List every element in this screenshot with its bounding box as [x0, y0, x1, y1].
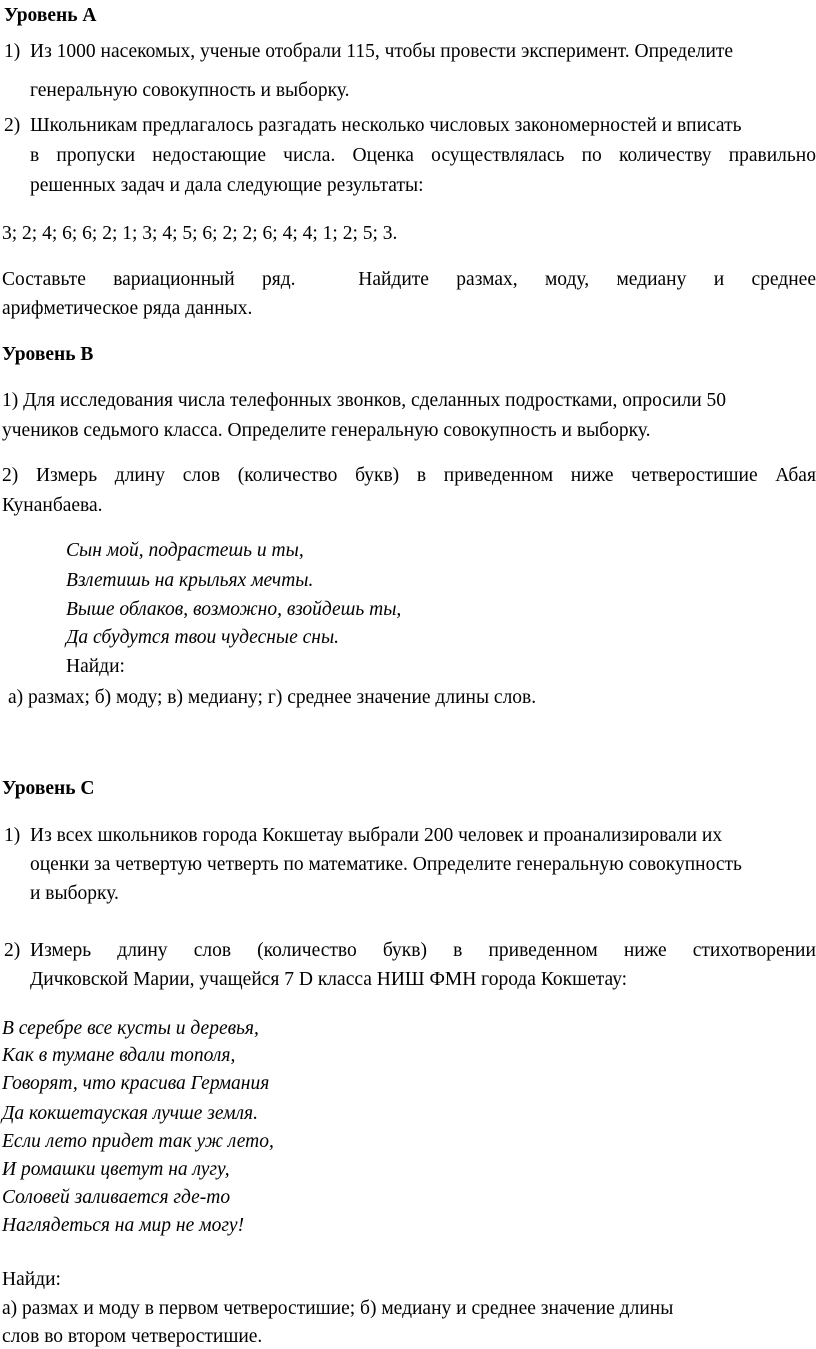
- word: правильно: [728, 145, 816, 166]
- word: ряд.: [262, 269, 296, 290]
- word: стихотворении: [692, 940, 816, 961]
- word: (количество: [237, 465, 338, 486]
- level-c-q1-number: 1): [4, 825, 21, 846]
- word: вариационный: [113, 269, 235, 290]
- level-b-q1-line1: 1) Для исследования числа телефонных звонков, сделанных подростками, опросили 50: [2, 390, 727, 411]
- level-b-q1-line2: учеников седьмого класса. Определите генеральную совокупность и выборку.: [2, 420, 651, 441]
- level-c-poem-line: Соловей заливается где-то: [2, 1187, 231, 1208]
- level-c-q2-line1: [30, 941, 816, 961]
- word: длину: [114, 465, 166, 486]
- level-c-q1-line2: оценки за четвертую четверть по математике. Определите генеральную совокупность: [30, 854, 742, 875]
- level-a-q1-line2: генеральную совокупность и выборку.: [30, 80, 350, 101]
- word: в: [416, 465, 427, 486]
- level-c-q2-number: 2): [4, 940, 21, 961]
- level-b-q2-line2: Кунанбаева.: [2, 495, 103, 516]
- level-c-poem-line: В серебре все кусты и деревья,: [2, 1018, 259, 1039]
- level-c-find-line1: а) размах и моду в первом четверостишие; б) медиану и среднее значение длины: [2, 1298, 674, 1319]
- level-a-heading: Уровень А: [4, 5, 97, 26]
- word: Составьте: [2, 269, 86, 290]
- word: Измерь: [35, 465, 98, 486]
- level-a-task-line2: арифметическое ряда данных.: [2, 298, 253, 319]
- word: по: [581, 145, 602, 166]
- level-a-data-series: 3; 2; 4; 6; 6; 2; 1; 3; 4; 5; 6; 2; 2; 6; 4; 4; 1; 2; 5; 3.: [2, 223, 398, 244]
- word: осуществлялась: [431, 145, 565, 166]
- word: ниже: [623, 940, 667, 961]
- word: моду,: [544, 269, 590, 290]
- word: слов: [182, 465, 221, 486]
- word: среднее: [751, 269, 816, 290]
- level-a-q1-line1: Из 1000 насекомых, ученые отобрали 115, чтобы провести эксперимент. Определите: [30, 41, 734, 62]
- word: приведенном: [443, 465, 554, 486]
- word: букв): [355, 465, 400, 486]
- level-c-q1-line1: Из всех школьников города Кокшетау выбрали 200 человек и проанализировали их: [30, 825, 723, 846]
- word: в: [30, 145, 40, 166]
- level-c-poem-line: И ромашки цветут на лугу,: [2, 1159, 230, 1180]
- level-c-poem-line: Говорят, что красива Германия: [2, 1073, 270, 1094]
- word: пропуски: [56, 145, 136, 166]
- level-b-poem-line: Сын мой, подрастешь и ты,: [66, 540, 304, 561]
- word: (количество: [257, 940, 357, 961]
- level-b-poem-line: Взлетишь на крыльях мечты.: [66, 570, 314, 591]
- level-a-q2-number: 2): [4, 115, 21, 136]
- word: приведенном: [488, 940, 598, 961]
- level-a-q2-line1: Школьникам предлагалось разгадать несколько числовых закономерностей и вписать: [30, 115, 742, 136]
- word: Оценка: [352, 145, 414, 166]
- level-a-q1-number: 1): [4, 41, 21, 62]
- level-c-poem-line: Если лето придет так уж лето,: [2, 1131, 274, 1152]
- word: медиану: [616, 269, 687, 290]
- word: недостающие: [152, 145, 266, 166]
- word: в: [453, 940, 463, 961]
- word: Абая: [775, 465, 816, 486]
- word: слов: [193, 940, 232, 961]
- level-b-poem-line: Да сбудутся твои чудесные сны.: [66, 627, 340, 648]
- level-a-task-line1: [2, 270, 816, 290]
- word: 2): [2, 465, 19, 486]
- word: размах,: [456, 269, 518, 290]
- word: числа.: [283, 145, 336, 166]
- word: длину: [117, 940, 168, 961]
- level-c-find-label: Найди:: [2, 1269, 61, 1290]
- level-b-find-items: а) размах; б) моду; в) медиану; г) среднее значение длины слов.: [8, 687, 537, 708]
- level-c-poem-line: Как в тумане вдали тополя,: [2, 1045, 236, 1066]
- word: четверостишие: [631, 465, 758, 486]
- level-c-q2-line2: Дичковской Марии, учащейся 7 D класса НИШ ФМН города Кокшетау:: [30, 969, 628, 990]
- level-c-heading: Уровень С: [2, 778, 95, 799]
- level-b-poem-line: Выше облаков, возможно, взойдешь ты,: [66, 599, 402, 620]
- level-a-q2-line3: решенных задач и дала следующие результаты:: [30, 175, 424, 196]
- word: Измерь: [30, 940, 92, 961]
- level-b-heading: Уровень В: [2, 344, 94, 365]
- word: ниже: [570, 465, 614, 486]
- level-c-q1-line3: и выборку.: [30, 883, 119, 904]
- word: букв): [382, 940, 427, 961]
- level-b-q2-line1: [2, 466, 816, 486]
- level-c-find-line2: слов во втором четверостишие.: [2, 1326, 263, 1347]
- level-b-find-label: Найди:: [66, 656, 125, 677]
- level-a-q2-line2: [30, 146, 816, 166]
- level-c-poem-line: Наглядеться на мир не могу!: [2, 1215, 245, 1236]
- word: и: [713, 269, 725, 290]
- word: количеству: [618, 145, 712, 166]
- level-c-poem-line: Да кокшетауская лучше земля.: [2, 1103, 258, 1124]
- word: Найдите: [358, 269, 429, 290]
